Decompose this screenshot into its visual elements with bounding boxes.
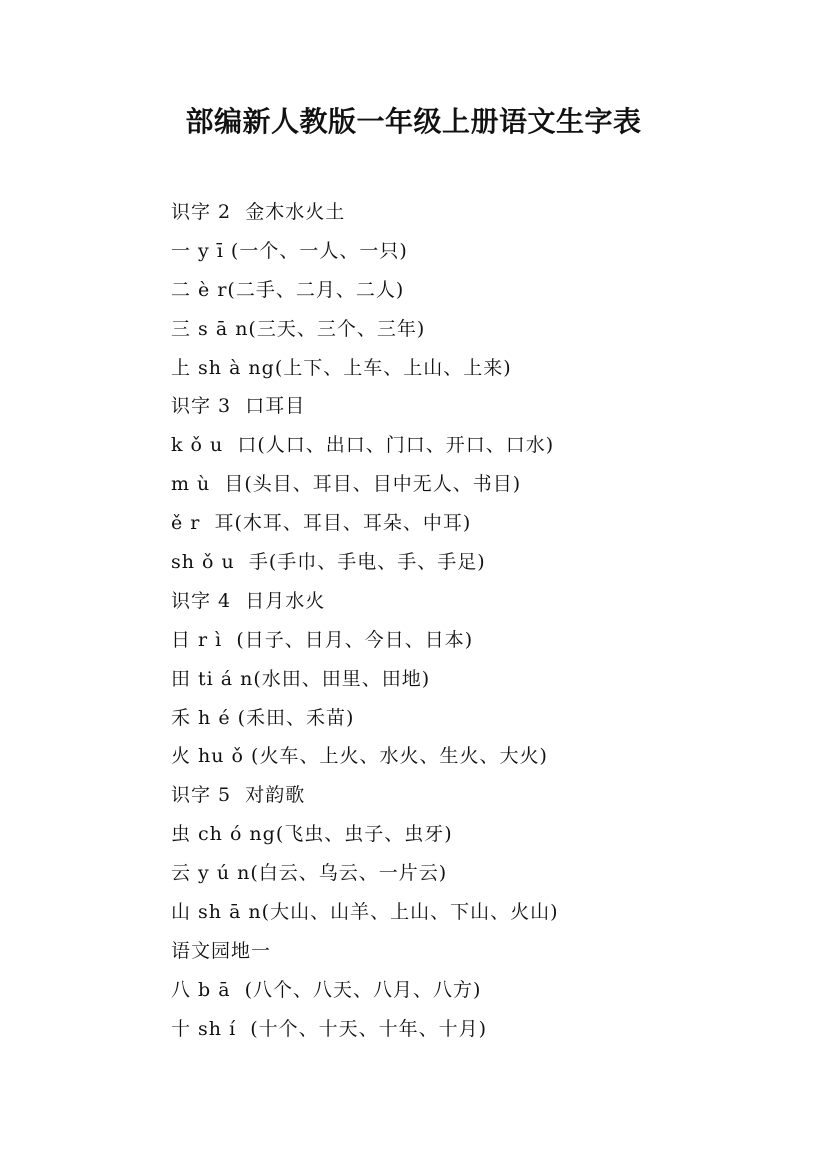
character-entry: 山 sh ā n(大山、山羊、上山、下山、火山) [171,901,559,924]
section-heading: 识字 4 日月水火 [171,589,326,612]
character-entry: 火 hu ǒ (火车、上火、水火、生火、大火) [171,745,548,768]
character-entry: 禾 h é (禾田、禾苗) [171,706,355,729]
character-entry: 虫 ch ó ng(飞虫、虫子、虫牙) [171,823,453,846]
character-entry: m ù 目(头目、耳目、目中无人、书目) [171,473,522,496]
section-heading: 识字 3 口耳目 [171,395,306,418]
section-heading: 语文园地一 [171,939,272,962]
character-entry: 上 sh à ng(上下、上车、上山、上来) [171,356,512,379]
character-entry: 八 b ā (八个、八天、八月、八方) [171,978,482,1001]
character-list [171,193,559,1049]
character-entry: 三 s ā n(三天、三个、三年) [171,317,426,340]
character-entry: 一 y ī (一个、一人、一只) [171,239,408,262]
character-entry: 日 r ì (日子、日月、今日、日本) [171,628,474,651]
character-entry: ě r 耳(木耳、耳目、耳朵、中耳) [171,512,472,535]
character-entry: sh ǒ u 手(手巾、手电、手、手足) [171,551,486,574]
character-entry: 田 ti á n(水田、田里、田地) [171,667,431,690]
character-entry: k ǒ u 口(人口、出口、门口、开口、口水) [171,434,555,457]
section-heading: 识字 5 对韵歌 [171,784,306,807]
character-entry: 云 y ú n(白云、乌云、一片云) [171,862,448,885]
character-entry: 二 è r(二手、二月、二人) [171,278,405,301]
character-entry: 十 sh í (十个、十天、十年、十月) [171,1017,488,1040]
document-title: 部编新人教版一年级上册语文生字表 [185,105,642,138]
section-heading: 识字 2 金木水火土 [171,201,346,223]
